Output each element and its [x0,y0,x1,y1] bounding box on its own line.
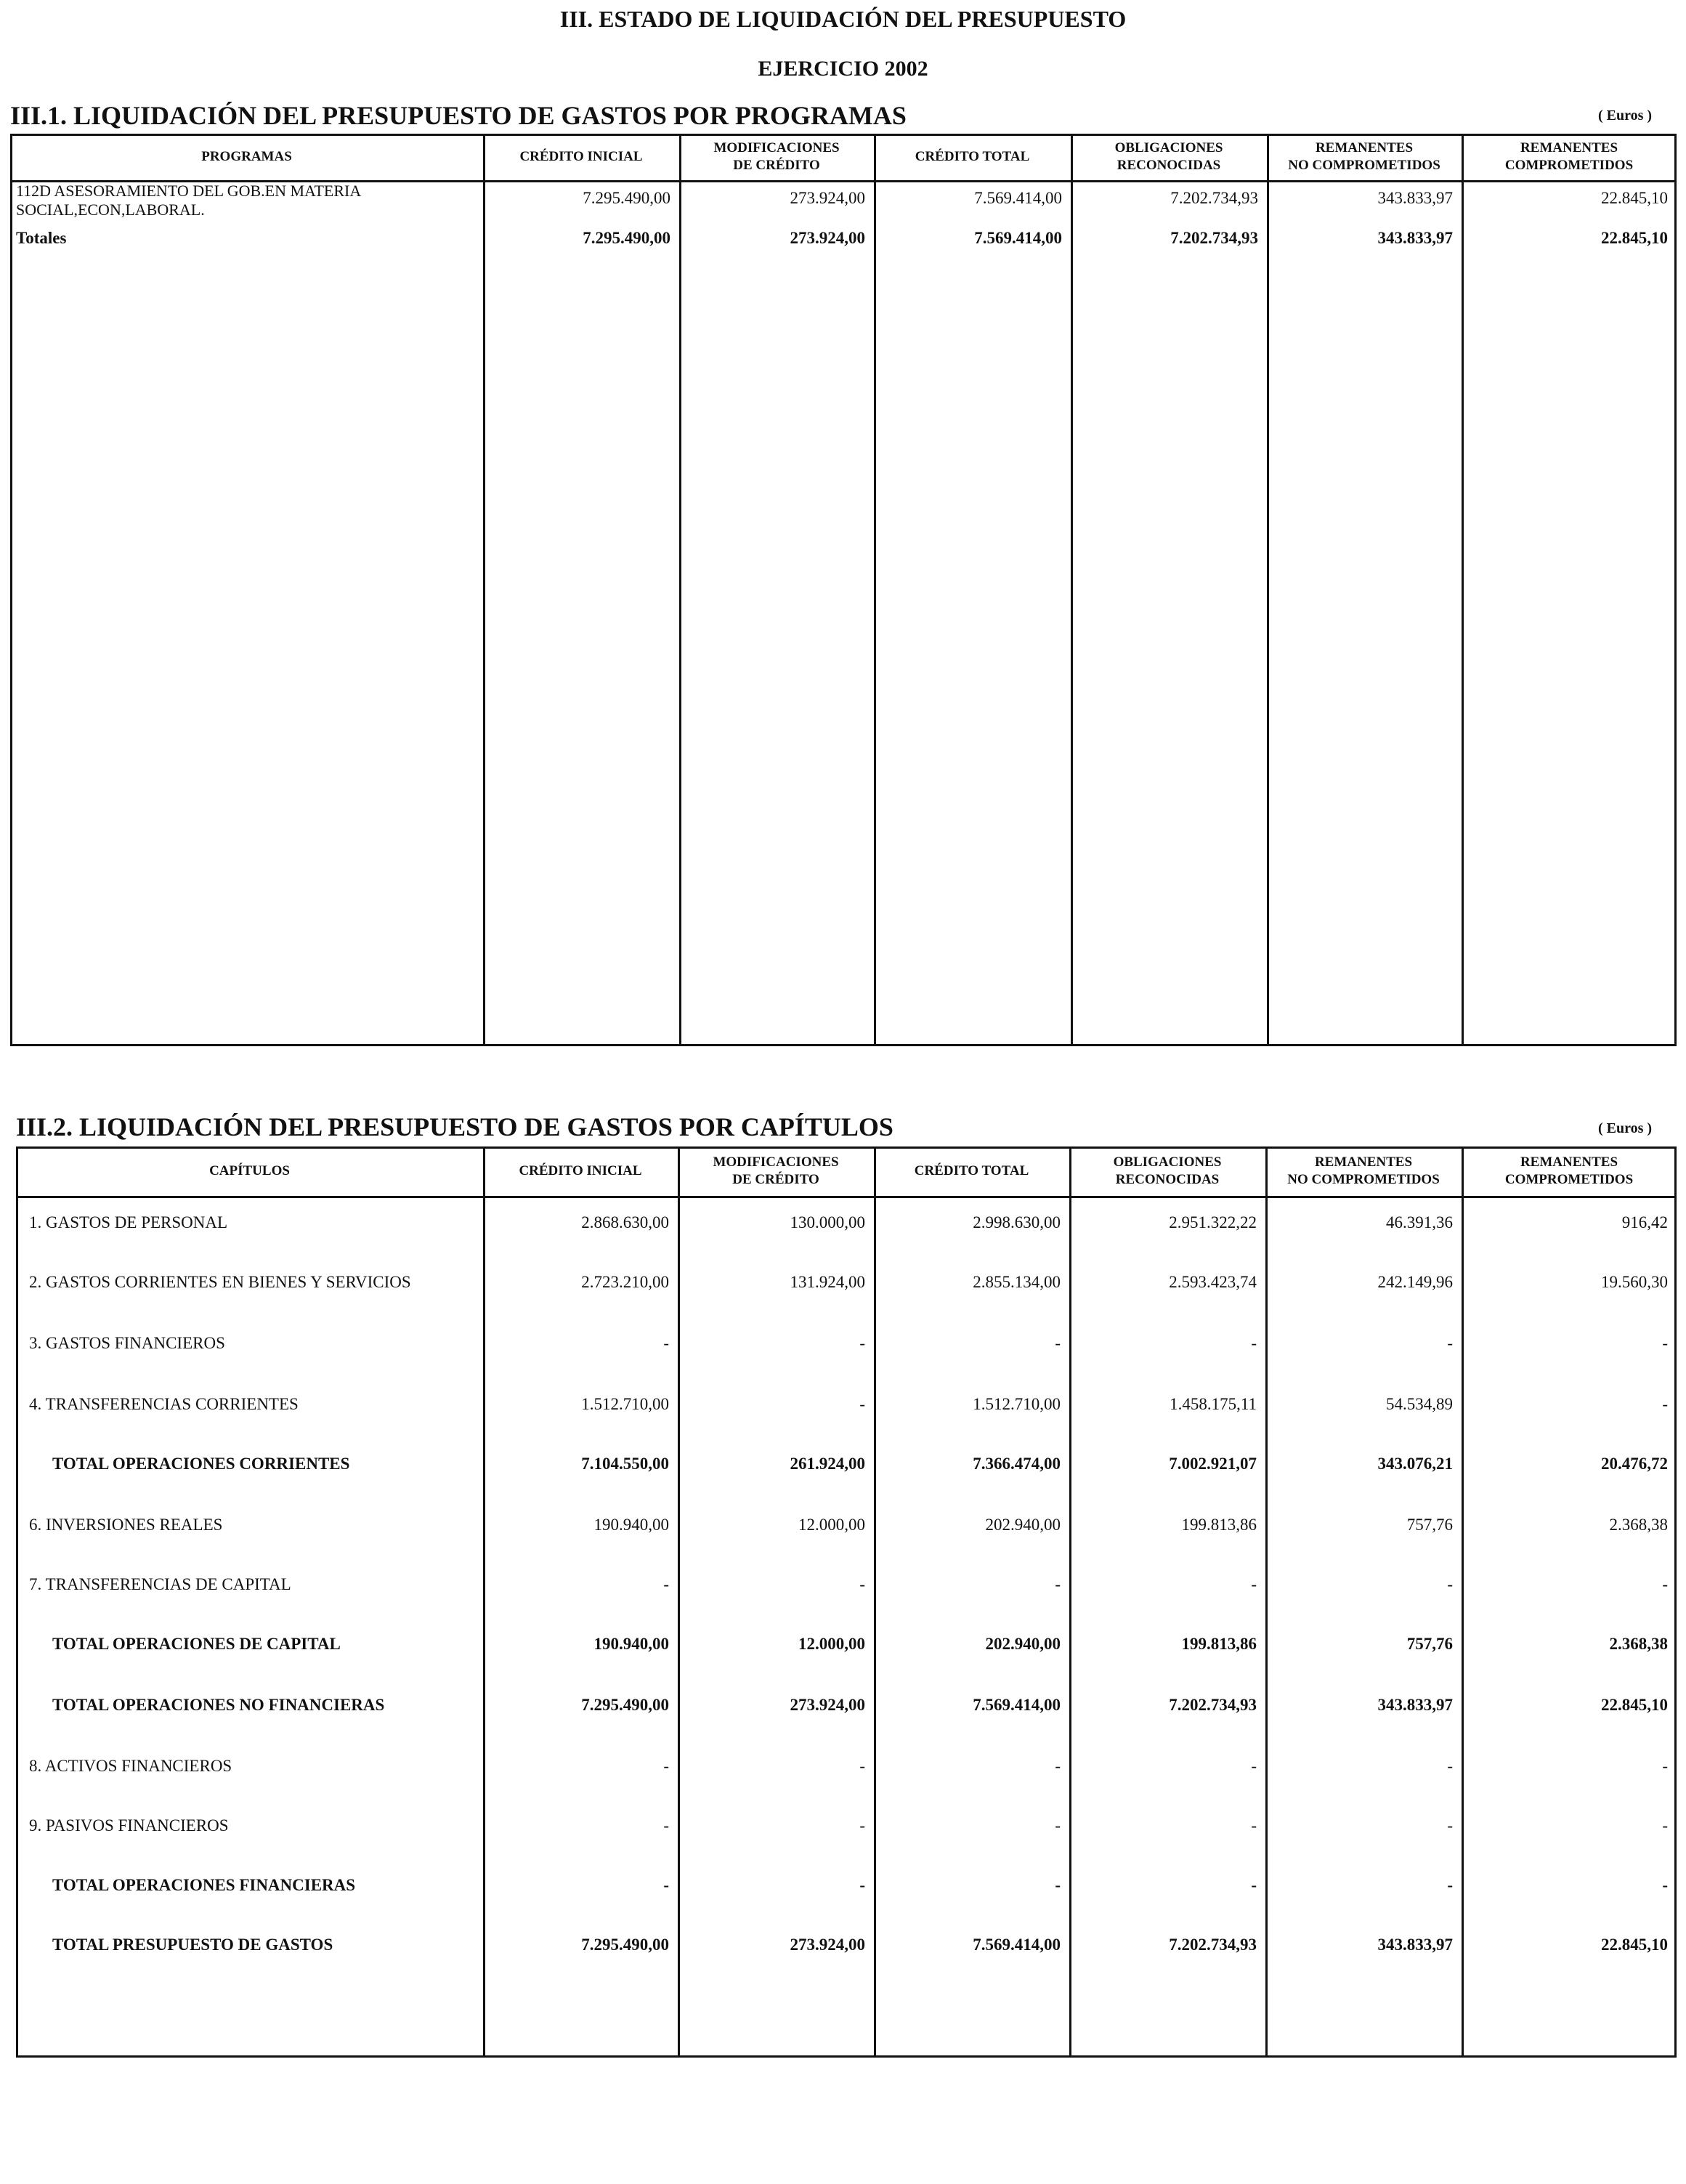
capitulo-label: 6. INVERSIONES REALES [29,1516,223,1534]
capitulo-value: 7.202.734,93 [1169,1696,1257,1714]
capitulo-value: 20.476,72 [1601,1455,1668,1473]
capitulo-value: - [859,1757,865,1775]
capitulo-value: - [663,1575,669,1593]
capitulo-value: - [1447,1334,1453,1352]
capitulo-value: 199.813,86 [1181,1635,1257,1653]
capitulo-value: - [1662,1757,1668,1775]
program-value: 7.295.490,00 [583,189,670,207]
capitulo-value: - [663,1816,669,1835]
capitulo-value: 7.295.490,00 [581,1936,669,1954]
ejercicio-label: EJERCICIO 2002 [758,57,928,81]
capitulo-value: 12.000,00 [798,1635,865,1653]
capitulo-label: 8. ACTIVOS FINANCIEROS [29,1757,232,1775]
capitulo-value: 2.855.134,00 [973,1273,1061,1291]
document-title: III. ESTADO DE LIQUIDACIÓN DEL PRESUPUESTO [559,6,1127,32]
header-divider [18,1196,1674,1198]
totales-label: Totales [16,229,67,247]
capitulo-value: 7.295.490,00 [581,1696,669,1714]
column-divider [874,136,876,1044]
header-obligaciones: OBLIGACIONES RECONOCIDAS [1113,1154,1222,1187]
capitulo-value: - [1055,1816,1061,1835]
program-value: 7.202.734,93 [1170,189,1258,207]
total-row-label: TOTAL OPERACIONES DE CAPITAL [52,1635,341,1653]
totales-value: 343.833,97 [1377,229,1453,247]
capitulo-value: 19.560,30 [1601,1273,1668,1291]
capitulo-value: 1.458.175,11 [1170,1395,1257,1413]
column-divider [1462,1149,1464,2055]
capitulo-value: 7.202.734,93 [1169,1936,1257,1954]
capitulo-value: - [1055,1334,1061,1352]
capitulo-value: 131.924,00 [790,1273,865,1291]
capitulo-value: 22.845,10 [1601,1696,1668,1714]
program-value: 343.833,97 [1377,189,1453,207]
capitulo-value: - [1251,1816,1257,1835]
capitulo-label: 7. TRANSFERENCIAS DE CAPITAL [29,1575,291,1593]
capitulo-value: 1.512.710,00 [973,1395,1061,1413]
capitulo-value: - [1055,1575,1061,1593]
totales-value: 273.924,00 [790,229,865,247]
program-value: 273.924,00 [790,189,865,207]
capitulo-value: - [859,1575,865,1593]
capitulo-value: - [1662,1816,1668,1835]
capitulo-value: - [1447,1816,1453,1835]
totales-value: 7.569.414,00 [974,229,1062,247]
capitulo-value: 7.569.414,00 [973,1696,1061,1714]
column-divider [678,1149,680,2055]
section-programas-title: III.1. LIQUIDACIÓN DEL PRESUPUESTO DE GASTOS POR PROGRAMAS [10,101,907,130]
header-obligaciones: OBLIGACIONES RECONOCIDAS [1114,140,1223,173]
totales-value: 7.202.734,93 [1170,229,1258,247]
section-capitulos-title: III.2. LIQUIDACIÓN DEL PRESUPUESTO DE GASTOS POR CAPÍTULOS [16,1112,893,1141]
capitulo-value: 46.391,36 [1386,1213,1453,1231]
header-remanentes-no-comprometidos: REMANENTES NO COMPROMETIDOS [1287,1154,1440,1187]
section-capitulos-units: ( Euros ) [1598,1120,1653,1136]
column-divider [679,136,681,1044]
capitulo-value: 190.940,00 [593,1635,669,1653]
capitulo-value: 2.998.630,00 [973,1213,1061,1231]
capitulo-value: - [1662,1575,1668,1593]
totales-value: 22.845,10 [1601,229,1668,247]
capitulo-value: 273.924,00 [790,1936,865,1954]
header-credito-inicial: CRÉDITO INICIAL [519,1163,642,1178]
capitulo-value: 7.002.921,07 [1169,1455,1257,1473]
capitulo-value: - [1662,1876,1668,1894]
header-remanentes-comprometidos: REMANENTES COMPROMETIDOS [1504,1154,1634,1187]
capitulo-value: 2.368,38 [1609,1635,1668,1653]
capitulo-value: - [1055,1757,1061,1775]
capitulo-value: 757,76 [1406,1635,1453,1653]
capitulo-value: 12.000,00 [798,1516,865,1534]
capitulo-value: 190.940,00 [593,1516,669,1534]
capitulo-value: - [1447,1757,1453,1775]
capitulo-value: - [1447,1876,1453,1894]
column-divider [1071,136,1073,1044]
header-modificaciones: MODIFICACIONES DE CRÉDITO [713,1154,839,1187]
capitulo-value: 130.000,00 [790,1213,865,1231]
capitulo-value: - [1662,1334,1668,1352]
capitulo-value: - [1662,1395,1668,1413]
capitulo-value: 273.924,00 [790,1696,865,1714]
capitulo-label: 9. PASIVOS FINANCIEROS [29,1816,229,1835]
header-credito-inicial: CRÉDITO INICIAL [519,149,643,164]
header-capitulos: CAPÍTULOS [209,1163,290,1178]
capitulo-value: - [859,1395,865,1413]
capitulo-value: 916,42 [1621,1213,1668,1231]
total-row-label: TOTAL OPERACIONES NO FINANCIERAS [52,1696,385,1714]
total-row-label: TOTAL OPERACIONES CORRIENTES [52,1455,350,1473]
capitulo-value: 2.951.322,22 [1169,1213,1257,1231]
column-divider [483,1149,485,2055]
capitulo-value: - [1251,1757,1257,1775]
capitulo-value: 22.845,10 [1601,1936,1668,1954]
column-divider [483,136,485,1044]
capitulo-value: 343.076,21 [1377,1455,1453,1473]
program-value: 7.569.414,00 [974,189,1062,207]
capitulo-value: 7.366.474,00 [973,1455,1061,1473]
column-divider [1265,1149,1268,2055]
column-divider [1069,1149,1071,2055]
total-row-label: TOTAL OPERACIONES FINANCIERAS [52,1876,356,1894]
header-credito-total: CRÉDITO TOTAL [915,149,1030,164]
column-divider [1267,136,1269,1044]
capitulo-value: - [1055,1876,1061,1894]
capitulo-label: 1. GASTOS DE PERSONAL [29,1213,228,1231]
capitulo-value: 2.868.630,00 [581,1213,669,1231]
totales-value: 7.295.490,00 [583,229,670,247]
capitulo-value: 199.813,86 [1181,1516,1257,1534]
capitulo-value: 2.723.210,00 [581,1273,669,1291]
capitulo-value: - [663,1334,669,1352]
capitulo-value: 202.940,00 [985,1516,1061,1534]
capitulo-value: - [859,1334,865,1352]
capitulo-value: 343.833,97 [1377,1936,1453,1954]
capitulo-value: - [663,1757,669,1775]
capitulo-value: 202.940,00 [985,1635,1061,1653]
column-divider [1462,136,1464,1044]
capitulo-label: 4. TRANSFERENCIAS CORRIENTES [29,1395,299,1413]
capitulo-value: - [1447,1575,1453,1593]
header-programas: PROGRAMAS [201,149,292,164]
capitulo-value: 2.593.423,74 [1169,1273,1257,1291]
capitulo-value: 757,76 [1406,1516,1453,1534]
capitulo-value: 261.924,00 [790,1455,865,1473]
capitulo-value: 7.569.414,00 [973,1936,1061,1954]
column-divider [874,1149,876,2055]
capitulo-label: 2. GASTOS CORRIENTES EN BIENES Y SERVICIOS [29,1273,411,1291]
section-programas-units: ( Euros ) [1598,108,1653,124]
capitulo-value: - [859,1816,865,1835]
capitulo-value: - [859,1876,865,1894]
capitulo-value: 2.368,38 [1609,1516,1668,1534]
program-value: 22.845,10 [1601,189,1668,207]
capitulo-value: - [1251,1876,1257,1894]
program-label: 112D ASESORAMIENTO DEL GOB.EN MATERIA SOCIAL,ECON,LABORAL. [16,182,361,219]
header-remanentes-no-comprometidos: REMANENTES NO COMPROMETIDOS [1288,140,1440,173]
capitulo-label: 3. GASTOS FINANCIEROS [29,1334,225,1352]
header-remanentes-comprometidos: REMANENTES COMPROMETIDOS [1504,140,1634,173]
header-modificaciones: MODIFICACIONES DE CRÉDITO [713,140,840,173]
capitulo-value: 343.833,97 [1377,1696,1453,1714]
capitulo-value: - [663,1876,669,1894]
capitulo-value: 54.534,89 [1386,1395,1453,1413]
capitulo-value: 1.512.710,00 [581,1395,669,1413]
programas-grid [10,134,1677,1046]
total-row-label: TOTAL PRESUPUESTO DE GASTOS [52,1936,333,1954]
capitulo-value: - [1251,1334,1257,1352]
capitulo-value: 242.149,96 [1377,1273,1453,1291]
header-credito-total: CRÉDITO TOTAL [914,1163,1029,1178]
capitulo-value: - [1251,1575,1257,1593]
capitulo-value: 7.104.550,00 [581,1455,669,1473]
